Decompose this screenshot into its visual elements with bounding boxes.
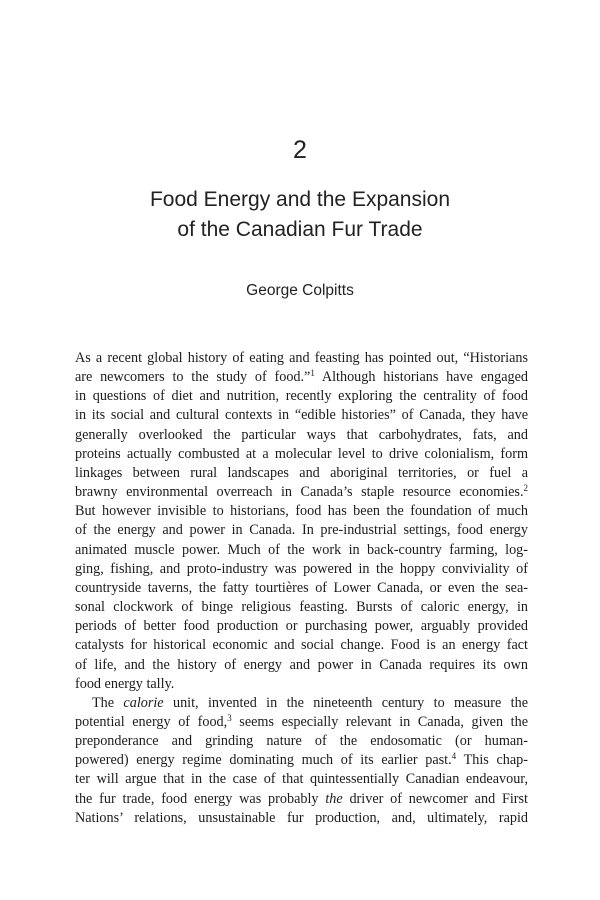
text-line: countryside taverns, the fatty tourtières of Lower Canada, or even the sea- bbox=[75, 579, 528, 596]
footnote-ref-4[interactable]: 4 bbox=[451, 751, 457, 762]
text-line: ging, fishing, and proto-industry was powered in the hoppy conviviality of bbox=[75, 560, 528, 577]
text-line: proteins actually combusted at a molecular level to drive colonialism, form bbox=[75, 445, 528, 462]
text-line: generally overlooked the particular ways that carbohydrates, fats, and bbox=[75, 426, 528, 443]
text-line bbox=[75, 790, 528, 809]
text-run: powered) energy regime dominating much of its earlier past. bbox=[75, 752, 452, 769]
footnote-ref-1[interactable]: 1 bbox=[310, 368, 315, 379]
text-line: catalysts for historical economic and social change. Food is an energy fact bbox=[75, 637, 528, 654]
chapter-title-line-2: of the Canadian Fur Trade bbox=[177, 218, 423, 241]
paragraph-1 bbox=[75, 349, 528, 694]
text-line: sonal clockwork of binge religious feasting. Bursts of caloric energy, in bbox=[75, 599, 528, 616]
text-line: of the energy and power in Canada. In pre-industrial settings, food energy bbox=[75, 522, 528, 539]
text-line: But however invisible to historians, food has been the foundation of much bbox=[75, 503, 528, 520]
chapter-number: 2 bbox=[293, 136, 307, 164]
text-line bbox=[75, 713, 528, 732]
chapter-title-line-1: Food Energy and the Expansion bbox=[149, 188, 451, 211]
text-run: seems especially relevant in Canada, given the bbox=[231, 713, 529, 730]
text-run: potential energy of food, bbox=[75, 713, 228, 730]
text-line: Nations’ relations, unsustainable fur production, and, ultimately, rapid bbox=[75, 809, 528, 826]
chapter-title bbox=[0, 185, 600, 245]
text-line: in its social and cultural contexts in “edible histories” of Canada, they have bbox=[75, 407, 528, 424]
footnote-ref-3[interactable]: 3 bbox=[227, 712, 232, 723]
chapter-author: George Colpitts bbox=[246, 282, 354, 299]
text-run: This chap- bbox=[456, 752, 528, 769]
footnote-ref-2[interactable]: 2 bbox=[523, 483, 528, 494]
text-run: are newcomers to the study of food.” bbox=[75, 369, 311, 386]
text-line: food energy tally. bbox=[75, 675, 175, 692]
text-run: The bbox=[92, 694, 124, 711]
text-line bbox=[75, 694, 528, 713]
text-line: in questions of diet and nutrition, recently exploring the centrality of food bbox=[75, 388, 528, 405]
text-line bbox=[75, 368, 528, 387]
text-line: of life, and the history of energy and power in Canada requires its own bbox=[75, 656, 528, 673]
text-run: Although historians have engaged bbox=[314, 369, 528, 386]
text-run: unit, invented in the nineteenth century to measure the bbox=[163, 694, 528, 711]
text-line: preponderance and grinding nature of the endosomatic (or human- bbox=[75, 733, 528, 750]
text-line: As a recent global history of eating and feasting has pointed out, “Historians bbox=[75, 350, 528, 366]
text-run: the fur trade, food energy was probably bbox=[75, 790, 326, 807]
text-line: ter will argue that in the case of that quintessentially Canadian endeavour, bbox=[75, 771, 528, 788]
italic-term: calorie bbox=[123, 694, 164, 711]
text-line bbox=[75, 483, 528, 502]
text-line bbox=[75, 751, 528, 770]
text-line: periods of better food production or purchasing power, arguably provided bbox=[75, 618, 528, 635]
text-line: animated muscle power. Much of the work in back-country farming, log- bbox=[75, 541, 528, 558]
paragraph-2 bbox=[75, 694, 528, 828]
text-run: driver of newcomer and First bbox=[342, 790, 528, 807]
text-line: linkages between rural landscapes and aboriginal territories, or fuel a bbox=[75, 464, 528, 481]
text-run: brawny environmental overreach in Canada’s staple resource economies. bbox=[75, 484, 524, 501]
chapter-body bbox=[75, 349, 528, 828]
italic-term: the bbox=[325, 790, 343, 807]
